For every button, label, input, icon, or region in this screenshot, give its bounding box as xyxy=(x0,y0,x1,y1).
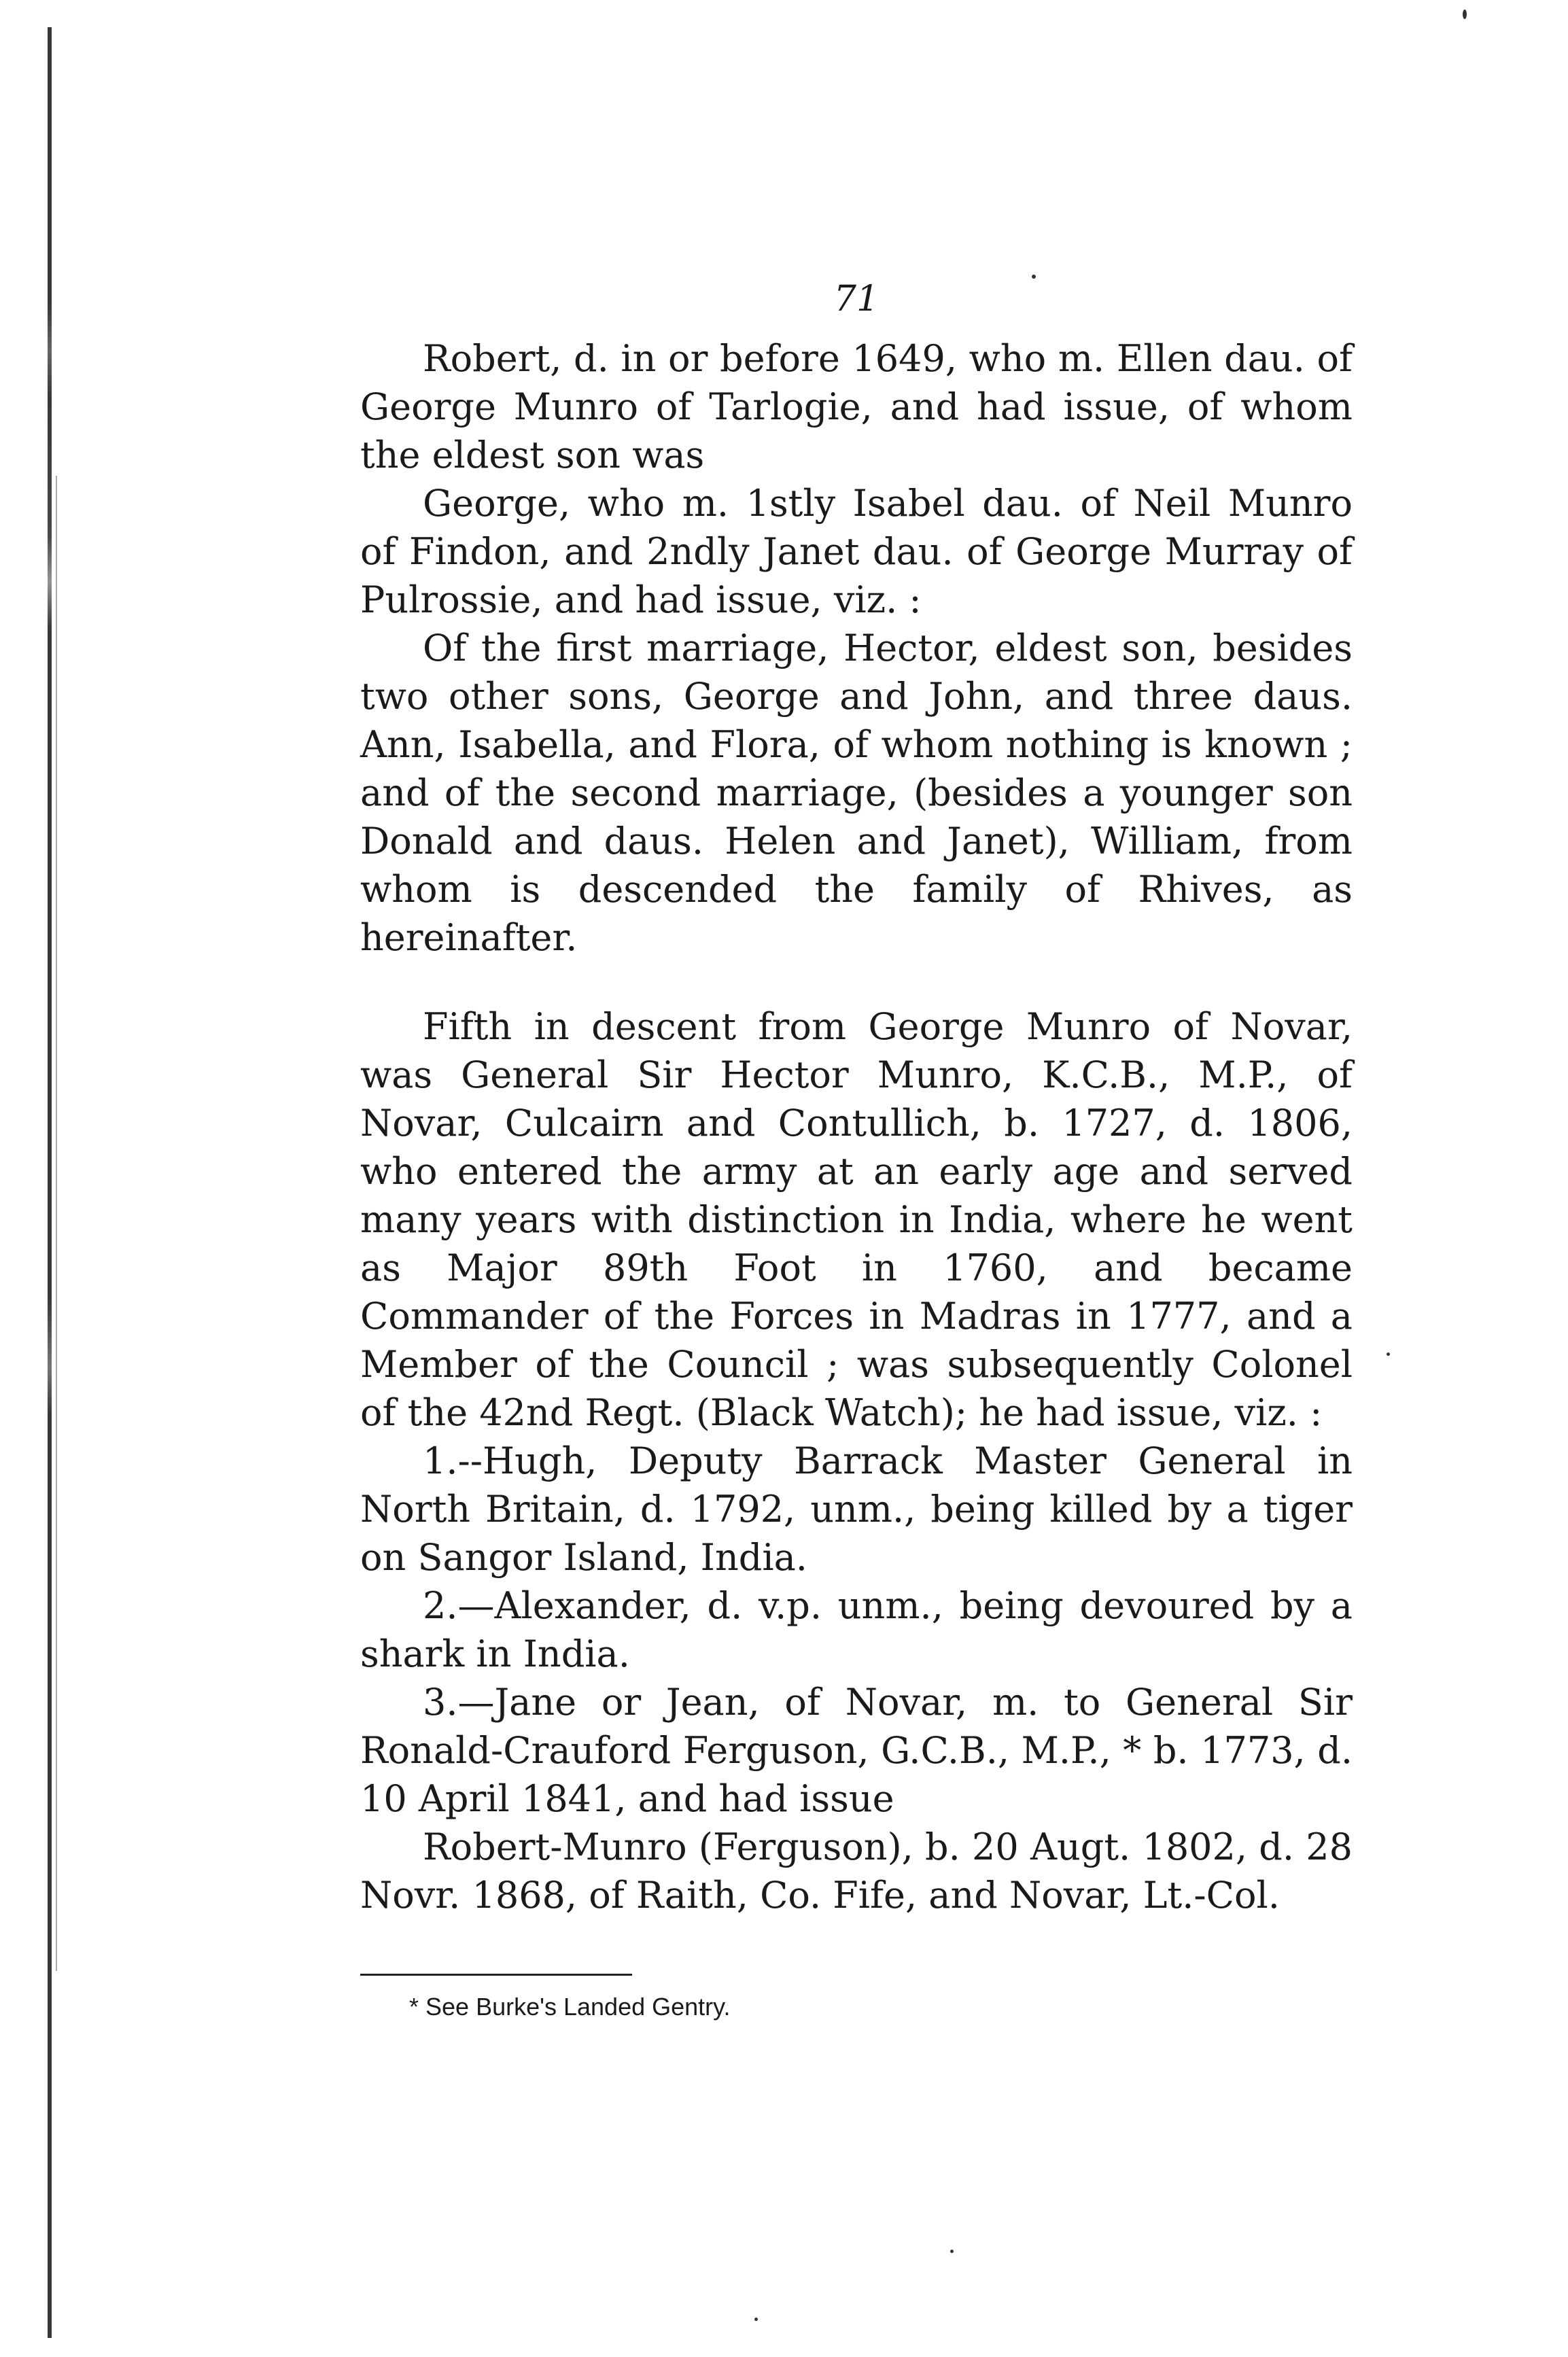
scan-speck xyxy=(1463,10,1467,19)
paragraph-issue: Of the first marriage, Hector, eldest son, besides two other sons, George and John, and three daus. Ann, Isabella, and Flora, of whom nothing is known ; and of the second marriage, (besides a younger son Donald and daus. Helen and Janet), William, from whom is descended the family of Rhives, as hereinafter. xyxy=(360,627,1353,959)
scan-speck xyxy=(950,2250,954,2253)
page-number: 71 xyxy=(833,279,879,319)
scan-speck xyxy=(754,2318,758,2321)
paragraph-sir-hector: Fifth in descent from George Munro of Novar, was General Sir Hector Munro, K.C.B., M.P., of Novar, Culcairn and Contullich, b. 1727, d. 1806, who entered the army at an early age and served many years with distinction in India, where he went as Major 89th Foot in 1760, and became Commander of the Forces in Madras in 1777, and a Member of the Council ; was subsequently Colonel of the 42nd Regt. (Black Watch); he had issue, viz. : xyxy=(360,1005,1353,1434)
scan-speck xyxy=(1387,1352,1390,1356)
paragraph-alexander: 2.—Alexander, d. v.p. unm., being devoured by a shark in India. xyxy=(360,1584,1353,1675)
binding-edge xyxy=(48,27,52,2338)
paragraph-hugh: 1.--Hugh, Deputy Barrack Master General in North Britain, d. 1792, unm., being killed by a tiger on Sangor Island, India. xyxy=(360,1439,1353,1579)
paragraph-gap xyxy=(360,962,1353,1002)
footnote: * See Burke's Landed Gentry. xyxy=(409,1993,731,2021)
paragraph-george: George, who m. 1stly Isabel dau. of Neil Munro of Findon, and 2ndly Janet dau. of George Murray of Pulrossie, and had issue, viz. : xyxy=(360,482,1353,621)
paragraph-jane: 3.—Jane or Jean, of Novar, m. to General Sir Ronald-Crauford Ferguson, G.C.B., M.P., * b. 1773, d. 10 April 1841, and had issue xyxy=(360,1681,1353,1820)
paragraph-robert: Robert, d. in or before 1649, who m. Ellen dau. of George Munro of Tarlogie, and had issue, of whom the eldest son was xyxy=(360,337,1353,476)
binding-edge-shadow xyxy=(56,476,57,1971)
book-page xyxy=(360,279,1353,2022)
paragraph-robert-munro: Robert-Munro (Ferguson), b. 20 Augt. 1802, d. 28 Novr. 1868, of Raith, Co. Fife, and Novar, Lt.-Col. xyxy=(360,1826,1353,1917)
footnote-rule xyxy=(360,1974,632,1976)
